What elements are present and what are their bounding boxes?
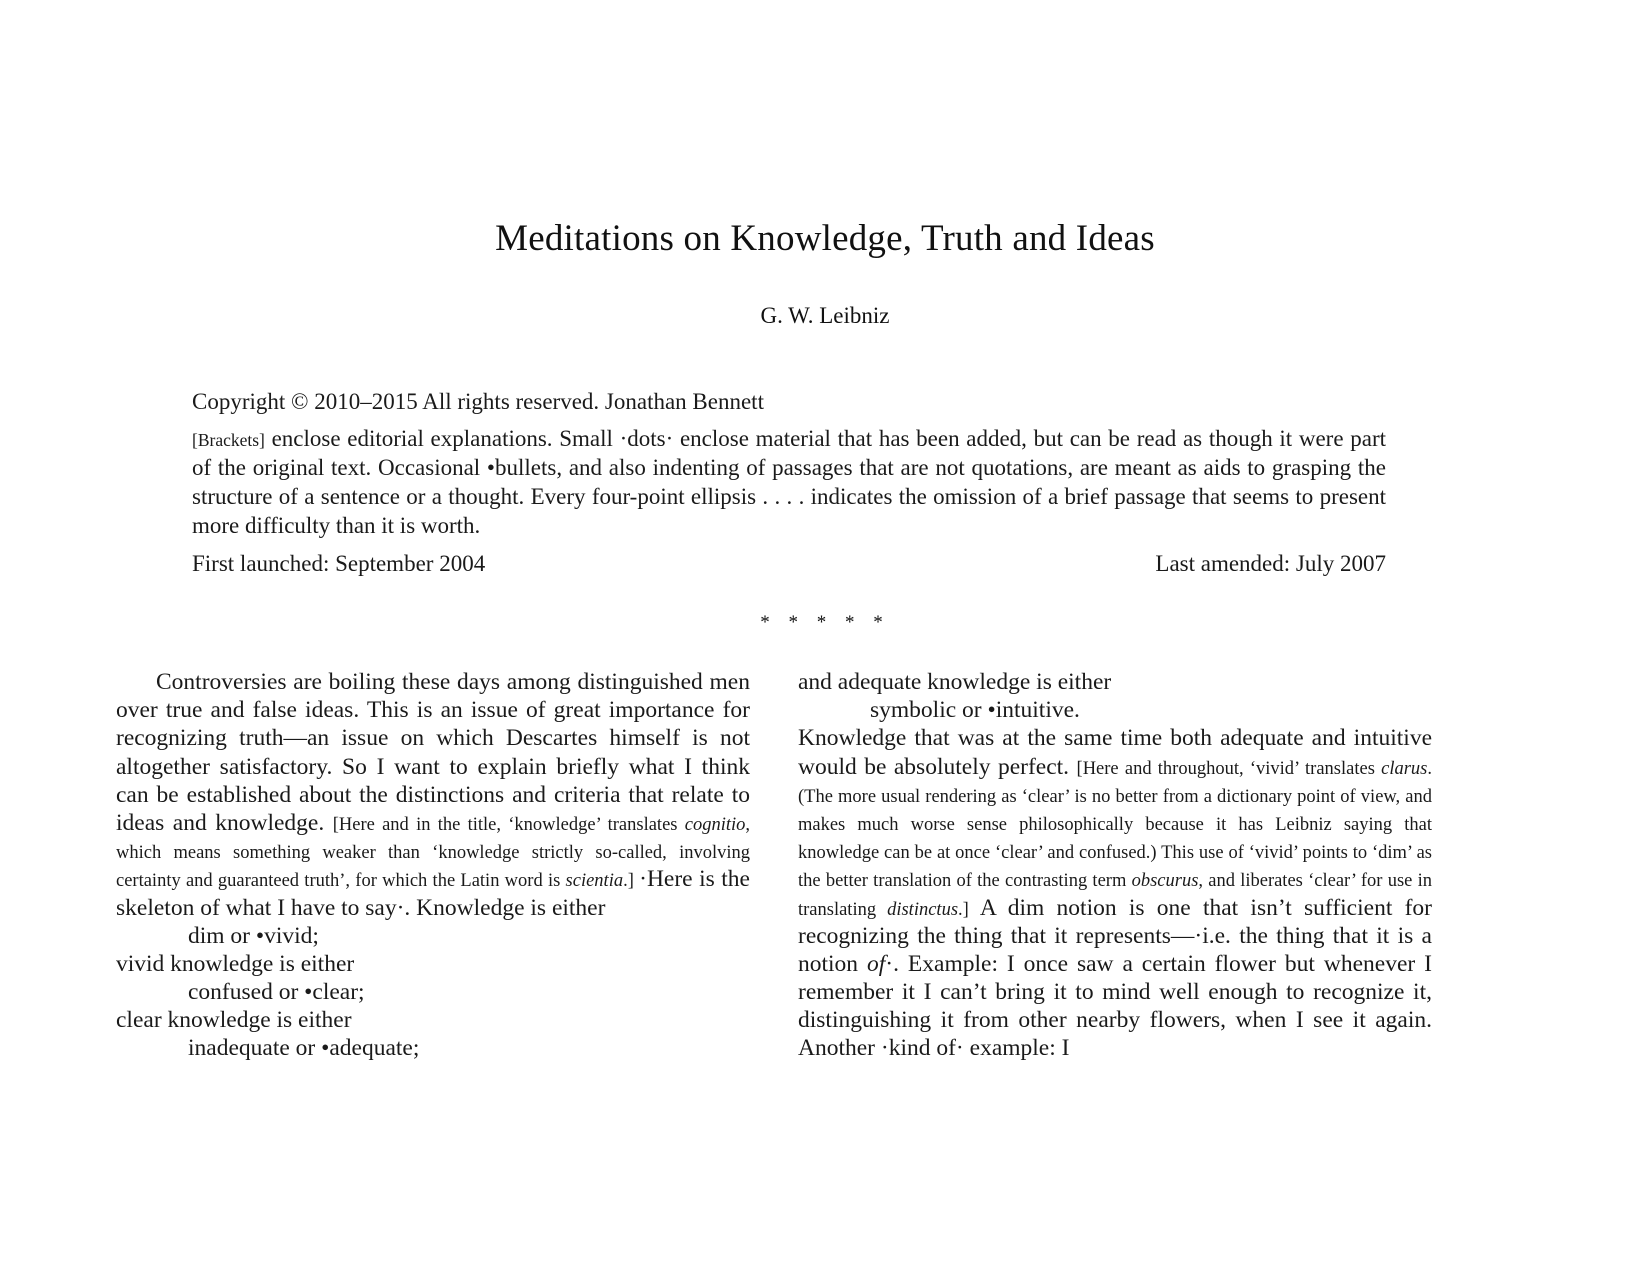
- skeleton-line: dim or •vivid;: [188, 922, 319, 949]
- right-column: [798, 668, 1432, 1063]
- note1-italic-scientia: scientia: [565, 871, 624, 892]
- skeleton-line: clear knowledge is either: [116, 1007, 352, 1034]
- editorial-conventions-note: [192, 425, 1386, 541]
- last-amended-date: Last amended: July 2007: [1155, 550, 1386, 576]
- note1-italic-cognitio: cognitio: [684, 814, 746, 835]
- note1-open: [Here and in the title, ‘knowledge’ translates: [332, 814, 685, 835]
- left-opening-paragraph: [116, 668, 750, 922]
- dates-row: [192, 551, 1386, 577]
- brackets-keyword: [Brackets]: [192, 430, 265, 451]
- note2-italic-obscurus: obscurus: [1131, 871, 1199, 892]
- asterisk-divider: * * * * *: [760, 612, 890, 633]
- note1-close: .]: [623, 871, 640, 892]
- front-matter: [192, 386, 1386, 577]
- skeleton-line: vivid knowledge is either: [116, 950, 355, 977]
- left-after-note-text: ·Here is the skeleton of what I have to say·. Knowledge is either: [116, 866, 750, 921]
- skeleton-line: symbolic or •intuitive.: [870, 697, 1080, 724]
- skeleton-line: inadequate or •adequate;: [188, 1035, 420, 1062]
- copyright-line: Copyright © 2010–2015 All rights reserved. Jonathan Bennett: [192, 389, 764, 414]
- right-paragraph-continued-b: ·. Example: I once saw a certain flower but whenever I remember it I can’t bring it to mind well enough to recognize it, distinguishing it from other nearby flowers, when I see it again. Another ·kind of· example: I: [798, 950, 1432, 1062]
- body-columns: [116, 668, 1536, 1063]
- note2-mid-2: , and liberates ‘clear’ for use in translating: [798, 871, 1432, 920]
- right-main-paragraph: [798, 724, 1432, 1062]
- author-byline: G. W. Leibniz: [760, 303, 890, 328]
- note1-mid: , which means something weaker than ‘knowledge strictly so-called, involving certainty and guaranteed truth’, for which the Latin word is: [116, 814, 751, 892]
- left-paragraph-text: Controversies are boiling these days among distinguished men over true and false ideas. This is an issue of great importance for recognizing truth—an issue on which Descartes himself is not altogether satisfactory. So I want to explain briefly what I think can be established about the distinctions and criteria that relate to ideas and knowledge.: [116, 669, 750, 836]
- page-title: Meditations on Knowledge, Truth and Ideas: [495, 218, 1155, 259]
- note2-mid-1: . (The more usual rendering as ‘clear’ is no better from a dictionary point of view, and makes much worse sense philosophically because it has Leibniz saying that knowledge can be at once ‘clear’ and confused.) This use of ‘vivid’ points to ‘dim’ as the better translation of the contrasting term: [798, 758, 1432, 892]
- note2-open: [Here and throughout, ‘vivid’ translates: [1076, 758, 1382, 779]
- left-column: [116, 668, 750, 1063]
- editorial-note-body: enclose editorial explanations. Small ·dots· enclose material that has been added, but can be read as though it were part of the original text. Occasional •bullets, and also indenting of passages that are not quotations, are meant as aids to grasping the structure of a sentence or a thought. Every four-point ellipsis . . . . indicates the omission of a brief passage that seems to present more difficulty than it is worth.: [192, 426, 1386, 538]
- right-paragraph-opening: Knowledge that was at the same time both adequate and intuitive would be absolutely perfect.: [798, 725, 1432, 780]
- note2-italic-clarus: clarus: [1381, 758, 1428, 779]
- note2-close: .]: [958, 899, 980, 920]
- first-launched-date: First launched: September 2004: [192, 550, 486, 576]
- note2-italic-distinctus: distinctus: [887, 899, 959, 920]
- skeleton-line: and adequate knowledge is either: [798, 669, 1112, 695]
- right-paragraph-continued-a: A dim notion is one that isn’t sufficient for recognizing the thing that it represents—·i.e. the thing that it is a notion: [798, 894, 1432, 977]
- skeleton-line: confused or •clear;: [188, 979, 365, 1006]
- right-paragraph-italic-of: of: [867, 950, 886, 977]
